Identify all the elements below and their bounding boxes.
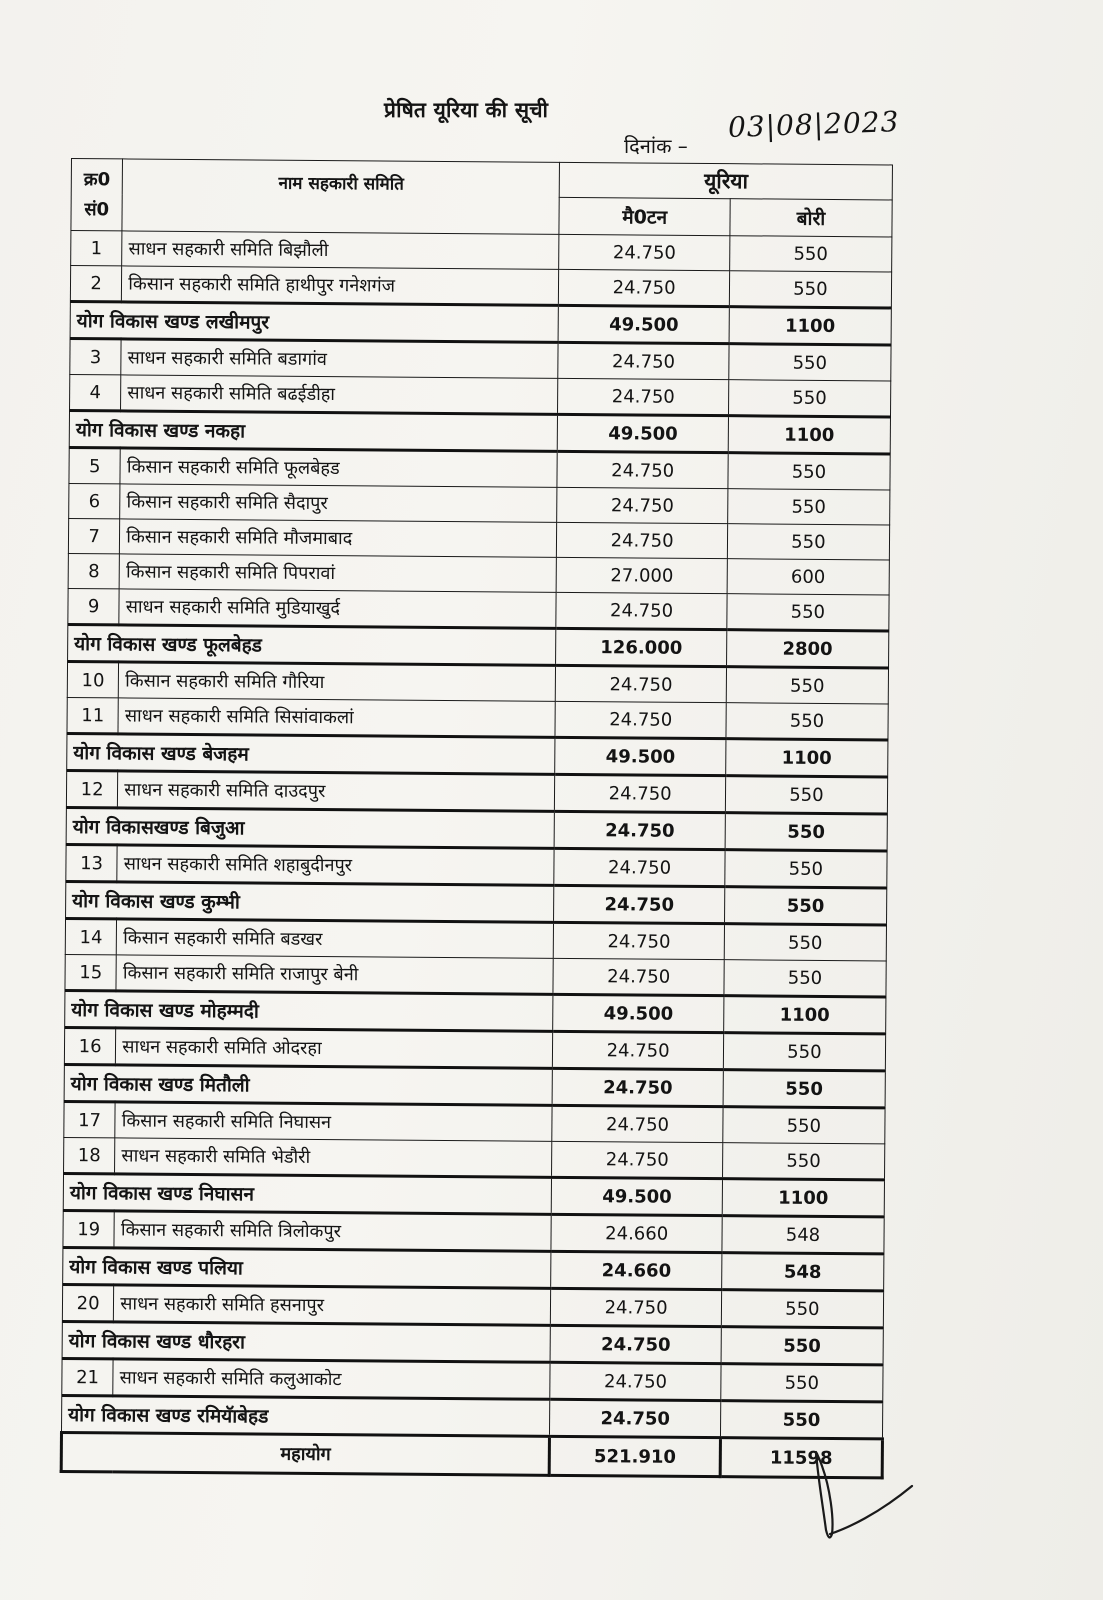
society-row (64, 1027, 885, 1070)
bags-value: 550 (724, 924, 886, 961)
subtotal-metric-ton: 24.750 (551, 1325, 722, 1363)
society-name-header: नाम सहकारी समिति (122, 159, 560, 234)
serial-number: 16 (64, 1027, 116, 1064)
society-name: साधन सहकारी समिति बढईडीहा (121, 375, 558, 414)
subtotal-bags: 1100 (725, 739, 887, 777)
subtotal-bags: 1100 (729, 307, 891, 345)
metric-ton-value: 24.750 (559, 269, 730, 306)
serial-number: 9 (68, 588, 120, 624)
society-name: किसान सहकारी समिति मौजमाबाद (120, 519, 557, 557)
society-name: साधन सहकारी समिति दाउदपुर (118, 771, 555, 811)
subtotal-label: योग विकास खण्ड लखीमपुर (70, 302, 559, 343)
serial-number: 4 (70, 375, 122, 411)
metric-ton-value: 24.750 (556, 592, 727, 629)
metric-ton-value: 24.750 (554, 922, 725, 959)
bags-value: 550 (723, 1107, 885, 1144)
serial-number: 17 (64, 1101, 116, 1137)
bags-value: 550 (725, 776, 887, 814)
serial-number: 20 (62, 1284, 114, 1321)
block-subtotal-row (67, 733, 888, 776)
metric-ton-value: 24.750 (553, 1031, 724, 1069)
serial-number: 5 (69, 448, 121, 484)
grand-total-metric-ton: 521.910 (550, 1436, 721, 1476)
metric-ton-value: 24.660 (551, 1214, 722, 1252)
subtotal-metric-ton: 24.750 (550, 1399, 721, 1437)
serial-number: 8 (68, 553, 120, 588)
society-name: साधन सहकारी समिति ओदरहा (116, 1028, 553, 1068)
serial-number: 11 (67, 697, 119, 733)
metric-ton-value: 24.750 (557, 487, 728, 523)
subtotal-label: योग विकास खण्ड पलिया (63, 1247, 552, 1288)
block-subtotal-row (66, 807, 887, 850)
society-name: साधन सहकारी समिति हसनापुर (114, 1285, 551, 1325)
document-title: प्रेषित यूरिया की सूची (384, 98, 549, 122)
subtotal-label: योग विकास खण्ड मोहम्मदी (65, 990, 554, 1031)
subtotal-label: योग विकास खण्ड कुम्भी (66, 881, 555, 922)
society-row (63, 1210, 884, 1253)
metric-ton-value: 24.750 (550, 1362, 721, 1400)
subtotal-bags: 550 (725, 813, 887, 851)
serial-number: 2 (70, 266, 122, 302)
block-subtotal-row (64, 1064, 885, 1107)
society-row (66, 844, 887, 887)
serial-number: 7 (68, 519, 120, 554)
metric-ton-value: 24.750 (552, 1141, 723, 1178)
society-name: किसान सहकारी समिति त्रिलोकपुर (114, 1211, 551, 1251)
bags-value: 550 (721, 1364, 883, 1402)
society-name: साधन सहकारी समिति शहाबुदीनपुर (117, 845, 554, 885)
grand-total-bags: 11598 (720, 1438, 882, 1478)
urea-dispatch-table-container (60, 158, 894, 1479)
subtotal-label: योग विकास खण्ड मितौली (64, 1064, 553, 1105)
urea-dispatch-table (60, 158, 894, 1479)
society-name: साधन सहकारी समिति कलुआकोट (113, 1359, 550, 1399)
serial-number-header (71, 159, 123, 231)
date-label: दिनांक – (624, 134, 688, 158)
society-name: किसान सहकारी समिति पिपरावां (119, 554, 556, 592)
bags-value: 550 (725, 850, 887, 888)
subtotal-metric-ton: 49.500 (553, 994, 724, 1032)
society-row (66, 770, 887, 813)
society-name: साधन सहकारी समिति बिझौली (122, 231, 559, 269)
metric-ton-value: 27.000 (557, 557, 728, 593)
subtotal-label: योग विकास खण्ड नकहा (69, 411, 558, 452)
bags-value: 548 (722, 1216, 884, 1254)
bags-header: बोरी (730, 199, 892, 237)
bags-value: 550 (728, 453, 890, 490)
metric-ton-value: 24.750 (552, 1105, 723, 1142)
subtotal-bags: 550 (720, 1401, 882, 1439)
bags-value: 550 (724, 960, 886, 997)
metric-ton-value: 24.750 (557, 451, 728, 488)
society-name: साधन सहकारी समिति सिसांवाकलां (118, 698, 555, 737)
subtotal-label: योग विकासखण्ड बिजुआ (66, 807, 555, 848)
society-name: साधन सहकारी समिति बडागांव (121, 339, 558, 378)
metric-ton-value: 24.750 (554, 848, 725, 886)
block-subtotal-row (69, 411, 890, 454)
serial-number-header-line2: सं0 (84, 198, 110, 220)
serial-number-header-line1: क्र0 (83, 168, 111, 190)
bags-value: 550 (729, 344, 891, 381)
block-subtotal-row (68, 624, 889, 667)
block-subtotal-row (63, 1247, 884, 1290)
society-name: साधन सहकारी समिति भेडौरी (115, 1138, 552, 1177)
subtotal-bags: 550 (723, 1070, 885, 1108)
metric-ton-value: 24.750 (555, 774, 726, 812)
subtotal-label: योग विकास खण्ड धौरहरा (62, 1321, 551, 1362)
bags-value: 600 (727, 559, 889, 595)
subtotal-metric-ton: 49.500 (552, 1177, 723, 1215)
subtotal-label: योग विकास खण्ड फूलबेहड (68, 624, 557, 665)
subtotal-bags: 1100 (723, 996, 885, 1034)
metric-ton-value: 24.750 (558, 342, 729, 379)
metric-ton-value: 24.750 (559, 234, 730, 270)
metric-ton-header: मै0टन (559, 197, 730, 235)
bags-value: 550 (727, 489, 889, 525)
grand-total-row (61, 1432, 882, 1477)
block-subtotal-row (62, 1321, 883, 1364)
table-body (61, 231, 891, 1439)
serial-number: 15 (65, 954, 117, 990)
society-name: किसान सहकारी समिति गौरिया (119, 662, 556, 701)
serial-number: 14 (65, 918, 117, 954)
serial-number: 21 (62, 1358, 114, 1395)
bags-value: 550 (726, 703, 888, 740)
bags-value: 550 (723, 1033, 885, 1071)
subtotal-metric-ton: 24.750 (553, 1068, 724, 1106)
subtotal-label: योग विकास खण्ड निघासन (63, 1173, 552, 1214)
urea-group-header: यूरिया (560, 162, 893, 200)
block-subtotal-row (65, 990, 886, 1033)
subtotal-metric-ton: 24.750 (554, 885, 725, 923)
society-row (62, 1358, 883, 1401)
subtotal-bags: 2800 (726, 630, 888, 668)
subtotal-metric-ton: 24.660 (551, 1251, 722, 1289)
bags-value: 550 (722, 1143, 884, 1180)
society-name: किसान सहकारी समिति हाथीपुर गनेशगंज (122, 266, 559, 305)
serial-number: 6 (69, 484, 121, 519)
block-subtotal-row (66, 881, 887, 924)
metric-ton-value: 24.750 (557, 522, 728, 558)
bags-value: 550 (729, 271, 891, 308)
serial-number: 10 (67, 661, 119, 697)
metric-ton-value: 24.750 (556, 665, 727, 702)
subtotal-metric-ton: 49.500 (559, 305, 730, 343)
bags-value: 550 (728, 380, 890, 417)
society-row (62, 1284, 883, 1327)
block-subtotal-row (61, 1395, 882, 1438)
society-name: किसान सहकारी समिति बडखर (117, 919, 554, 958)
subtotal-bags: 1100 (728, 416, 890, 454)
block-subtotal-row (63, 1173, 884, 1216)
bags-value: 550 (721, 1290, 883, 1328)
subtotal-bags: 550 (724, 887, 886, 925)
subtotal-label: योग विकास खण्ड बेजहम (67, 733, 556, 774)
subtotal-metric-ton: 24.750 (555, 811, 726, 849)
handwritten-date: 03|08|2023 (727, 105, 900, 144)
society-name: साधन सहकारी समिति मुडियाखुर्द (119, 589, 556, 628)
serial-number: 18 (64, 1137, 116, 1173)
metric-ton-value: 24.750 (551, 1288, 722, 1326)
subtotal-metric-ton: 49.500 (555, 737, 726, 775)
society-name: किसान सहकारी समिति राजापुर बेनी (116, 955, 553, 994)
bags-value: 550 (727, 594, 889, 631)
grand-total-label: महायोग (61, 1432, 550, 1475)
subtotal-label: योग विकास खण्ड रमियॅाबेहड (61, 1395, 550, 1436)
society-name: किसान सहकारी समिति फूलबेहड (120, 448, 557, 487)
metric-ton-value: 24.750 (555, 701, 726, 738)
serial-number: 12 (66, 770, 118, 807)
signature-mark (808, 1448, 918, 1558)
society-name: किसान सहकारी समिति सैदापुर (120, 484, 557, 522)
serial-number: 1 (71, 231, 123, 266)
serial-number: 3 (70, 339, 122, 375)
society-name: किसान सहकारी समिति निघासन (115, 1102, 552, 1141)
subtotal-bags: 548 (721, 1253, 883, 1291)
metric-ton-value: 24.750 (558, 378, 729, 415)
bags-value: 550 (727, 524, 889, 560)
subtotal-metric-ton: 126.000 (556, 628, 727, 666)
subtotal-bags: 1100 (722, 1179, 884, 1217)
subtotal-metric-ton: 49.500 (558, 414, 729, 452)
serial-number: 13 (66, 844, 118, 881)
serial-number: 19 (63, 1210, 115, 1247)
bags-value: 550 (729, 236, 891, 272)
block-subtotal-row (70, 302, 891, 345)
subtotal-bags: 550 (721, 1327, 883, 1365)
metric-ton-value: 24.750 (553, 958, 724, 995)
bags-value: 550 (726, 667, 888, 704)
